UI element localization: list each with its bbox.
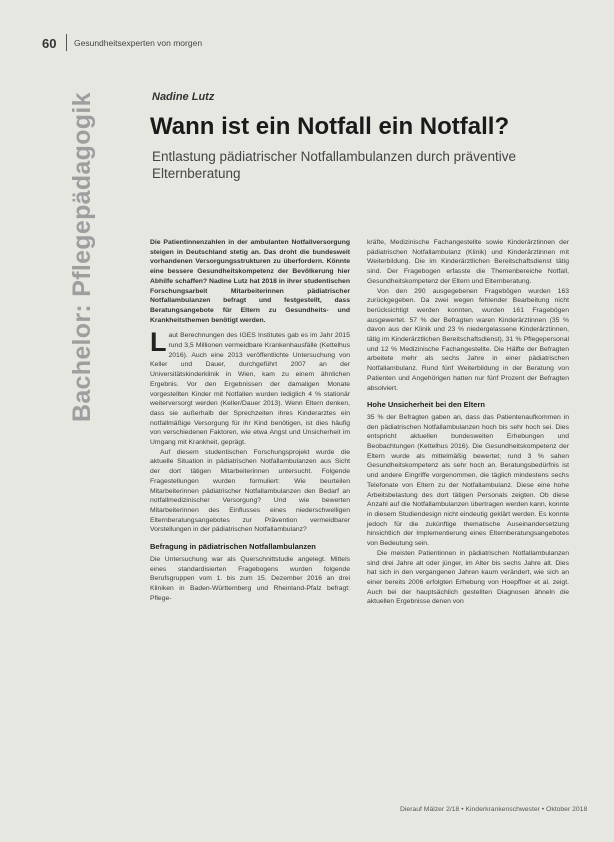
body-paragraph: kräfte, Medizinische Fachangestellte sowie Kinderärztinnen der pädiatrischen Notfallambulanz (Klinik) und Kinderärztinnen mit Weiterbildung. Die im Kinderärztlichen Bereitschaftsdienst tätig sind. Der Fragebogen erfasste die Themenbereiche Notfall, Gesundheitskompetenz der Eltern und Elternberatung. bbox=[367, 239, 569, 285]
article-intro: Die Patientinnenzahlen in der ambulanten Notfallversorgung steigen in Deutschland stetig an. Das droht die bundesweit vorhandenen Versorgungsstrukturen zu überfordern. Könnte eine bessere Gesundheitskompetenz der Bevölkerung hier Abhilfe schaffen? Nadine Lutz hat 2018 in ihrer studentischen Forschungsarbeit Mitarbeiterinnen pädiatrischer Notfallambulanzen befragt und festgestellt, dass Beratungsangebote für Eltern zu Gesundheits- und Krankheitsthemen benötigt werden. bbox=[150, 239, 350, 324]
article-title: Wann ist ein Notfall ein Notfall? bbox=[150, 113, 510, 140]
article-author: Nadine Lutz bbox=[152, 91, 215, 103]
section-side-title: Bachelor: Pflegepädagogik bbox=[68, 92, 96, 422]
page-footer: Dierauf Mälzer 2/18 • Kinderkrankenschwester • Oktober 2018 bbox=[400, 806, 588, 813]
page-number: 60 bbox=[42, 36, 57, 51]
body-paragraph: Die Untersuchung war als Querschnittstudie angelegt. Mittels eines standardisierten Fragebogens wurden folgende Berufsgruppen vom 1. bis zum 15. Dezember 2016 an drei Kliniken in Baden-Württemberg und Rheinland-Pfalz befragt: Pflege- bbox=[150, 555, 350, 602]
article-subtitle: Entlastung pädiatrischer Notfallambulanzen durch präventive Elternberatung bbox=[152, 149, 516, 181]
body-paragraph: Von den 290 ausgegebenen Fragebögen wurden 163 zurückgegeben. Da zwei wegen fehlender Bearbeitung nicht berücksichtigt werden konnten, wurden 161 Fragebögen ausgewertet. 57 % der Befragten waren Kinderärztinnen (35 % davon aus der Klinik und 23 % niedergelassene Kinderärztinnen, tätig im Kinderärztlichen Bereitschaftsdienst), 31 % Pflegepersonal und 12 % Medizinische Fachangestellte. Die Hälfte der Befragten arbeitete mehr als sechs Jahre in einer pädiatrischen Notfallambulanz. Rund fünf Weiterbildung in der Beratung von Patienten und Angehörigen hatten nur fünf Prozent der Befragten absolviert. bbox=[367, 287, 569, 392]
section-heading: Hohe Unsicherheit bei den Eltern bbox=[367, 400, 485, 410]
section-heading: Befragung in pädiatrischen Notfallambulanzen bbox=[150, 542, 316, 552]
body-paragraph: Auf diesem studentischen Forschungsprojekt wurde die aktuelle Situation in pädiatrischen Notfallambulanzen aus Sicht der dort tätigen Mitarbeiterinnen untersucht. Folgende Fragestellungen wurden formuliert: Wie beurteilen Mitarbeiterinnen pädiatrischer Notfallambulanzen den Bedarf an notfallmedizinischer Versorgung? Und wie bewerten Mitarbeiterinnen des Einflusses eines niederschwelligen Elternberatungsangebotes zur Prävention vermeidbarer Vorstellungen in der pädiatrischen Notfallambulanz? bbox=[150, 448, 350, 534]
running-header: Gesundheitsexperten von morgen bbox=[74, 38, 203, 48]
right-column bbox=[367, 238, 569, 607]
left-column bbox=[150, 238, 350, 603]
body-paragraph: 35 % der Befragten gaben an, dass das Patientenaufkommen in den pädiatrischen Notfallambulanzen hoch bis sehr hoch sei. Dies entspricht aktuellen bundesweiten Erhebungen und Beobachtungen (Kettelhus 2016). Die Gesundheitskompetenz der Eltern wurde als mittelmäßig bewertet; rund 3 % sahen Gesundheitskompetenz als sehr hoch an. Beratungsbedürfnis ist und andere Eingriffe vorgenommen, die täglich mindestens sechs Telefonate von Eltern zu der Notfallambulanz. Diese eine hohe Arbeitsbelastung des dort tätigen Personals zeigten. Ob diese Anzahl auf die Notfallambulanzen übertragen werden kann, konnte in diesem Studiendesign nicht eindeutig geklärt werden. Es konnte jedoch für die zukünftige thematische Auseinandersetzung hinsichtlich der Implementierung eines Elternberatungsangebotes von Bedeutung sein. bbox=[367, 413, 569, 548]
body-paragraph: Laut Berechnungen des IGES Institutes gab es im Jahr 2015 rund 3,5 Millionen vermeidbare Krankenhausfälle (Kettelhus 2016). Auch eine 2013 veröffentlichte Untersuchung von Keller und Dauer, durchgeführt 2007 an der Universitätskinderklinik in Wien, kam zu einem ähnlichen Ergebnis. Vor den Ergebnissen der damaligen Monate vorgestellten Kinder mit Notfallen wurden lediglich 4 % stationär weiterversorgt werden (Keller/Dauer 2013). Wenn Eltern denken, dass sie außerhalb der Sprechzeiten ihres Kinderarztes ein notfallmäßige Versorgung für ihr Kind benötigen, ist dies häufig von verschiedenen Faktoren, wie etwa Angst und Unsicherheit im Umgang mit Krankheit, geprägt. bbox=[150, 327, 350, 447]
header-divider bbox=[66, 34, 67, 51]
body-paragraph: Die meisten Patientinnen in pädiatrischen Notfallambulanzen sind drei Jahre alt oder jünger, im Alter bis sechs Jahre alt. Dies hat sich in den vergangenen Jahren kaum verändert, wie sich an einer bereits 2006 erfolgten Erhebung von Hoepffner et al. zeigt. Auch bei der hauptsächlich gestellten Diagnosen ähneln die aktuellen Ergebnisse denen von bbox=[367, 549, 569, 606]
